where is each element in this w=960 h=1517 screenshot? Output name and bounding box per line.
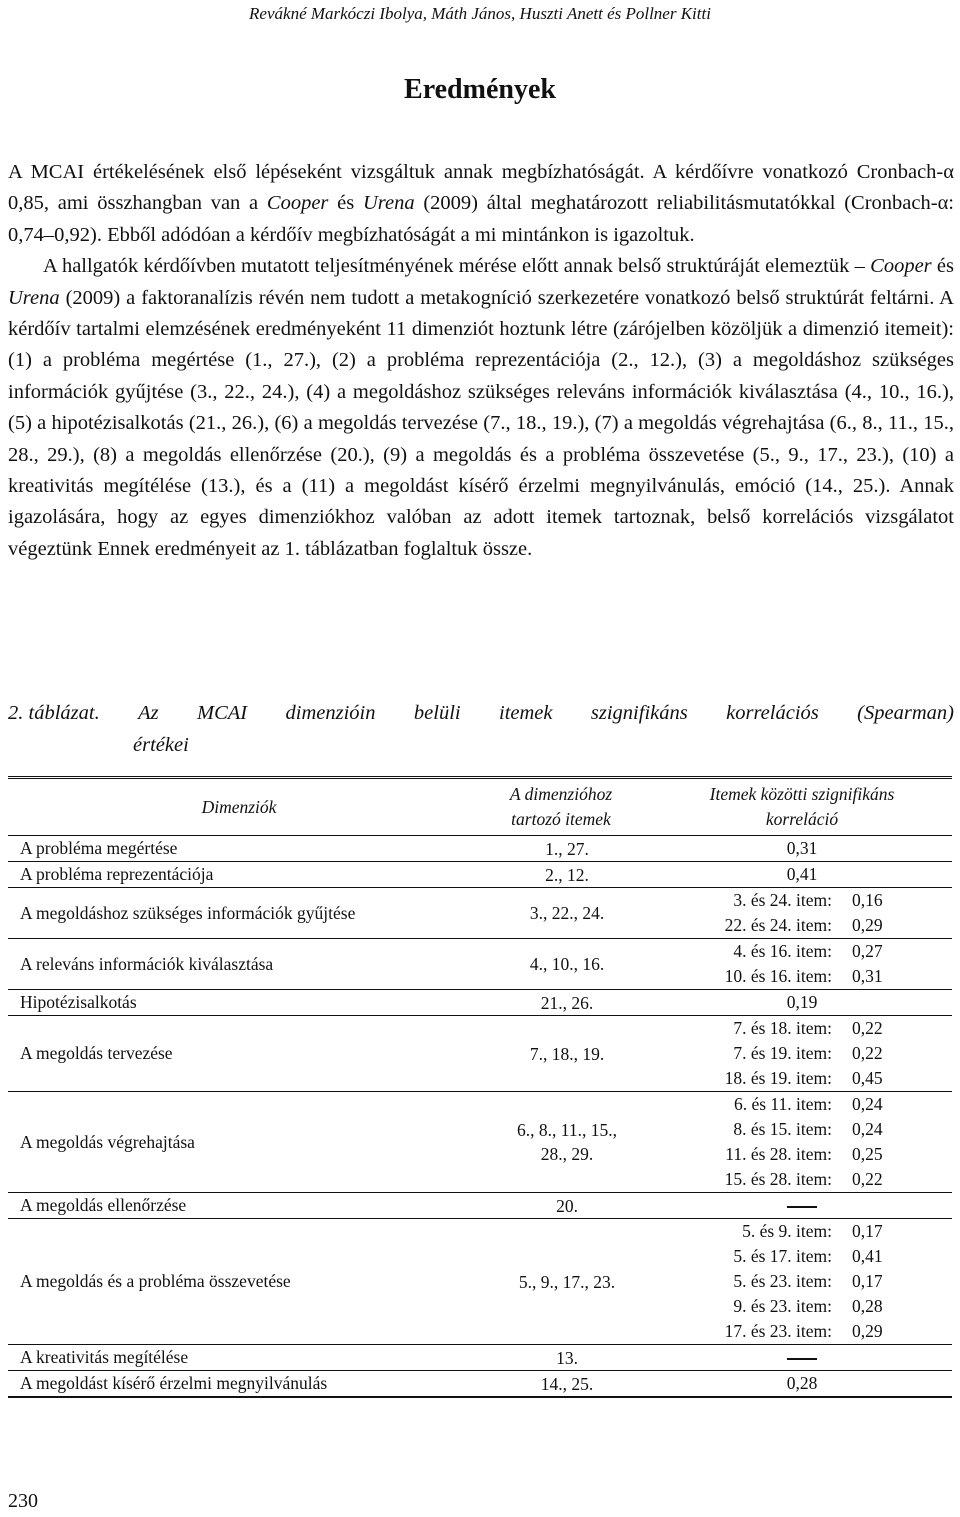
author-urena: Urena bbox=[8, 286, 60, 309]
correlation-value: 0,17 bbox=[852, 1271, 883, 1291]
header-correlation-line-2: korreláció bbox=[765, 809, 839, 829]
no-correlation-dash bbox=[787, 1358, 817, 1360]
items-cell bbox=[470, 990, 652, 1016]
body-text bbox=[8, 157, 954, 565]
items-cell bbox=[470, 862, 652, 888]
correlation-value: 0,24 bbox=[852, 1094, 883, 1114]
dimension-cell: A probléma reprezentációja bbox=[20, 864, 214, 884]
paragraph-1-text-a: A MCAI értékelésének első lépéseként vizsgáltuk annak megbízhatóságát. A kérdőívre vonatkozó Cronbach-α 0,85, ami összhangban van a bbox=[8, 161, 954, 215]
item-pair-label: 7. és 18. item: bbox=[733, 1018, 832, 1038]
items-cell bbox=[470, 1016, 652, 1092]
item-pair-label: 17. és 23. item: bbox=[724, 1321, 832, 1341]
correlation-pair bbox=[652, 1041, 952, 1066]
items-cell bbox=[470, 1219, 652, 1345]
paragraph-1 bbox=[8, 157, 954, 251]
dimension-cell: A megoldást kísérő érzelmi megnyilvánulás bbox=[20, 1373, 328, 1393]
items-cell bbox=[470, 888, 652, 939]
correlation-pair bbox=[652, 913, 952, 938]
correlation-value: 0,27 bbox=[852, 941, 883, 961]
correlation-pair bbox=[652, 1092, 952, 1117]
caption-line-2: értékei bbox=[133, 734, 189, 756]
item-pair-label: 5. és 17. item: bbox=[733, 1246, 832, 1266]
dimension-cell: A kreativitás megítélése bbox=[20, 1347, 189, 1367]
author-cooper: Cooper bbox=[266, 192, 329, 215]
dimension-cell: A megoldáshoz szükséges információk gyűjtése bbox=[20, 902, 356, 923]
item-pair-label: 7. és 19. item: bbox=[733, 1043, 832, 1063]
correlation-value: 0,45 bbox=[852, 1068, 883, 1088]
items-cell bbox=[470, 836, 652, 862]
correlation-value: 0,41 bbox=[852, 1246, 883, 1266]
paragraph-2 bbox=[8, 251, 954, 565]
correlation-value: 0,31 bbox=[786, 838, 818, 858]
correlation-cell bbox=[652, 990, 952, 1016]
correlation-pair bbox=[652, 888, 952, 913]
correlation-pair bbox=[652, 1117, 952, 1142]
running-header: Revákné Markóczi Ibolya, Máth János, Huszti Anett és Pollner Kitti bbox=[249, 4, 711, 23]
paragraph-2-text-a: A hallgatók kérdőívben mutatott teljesítményének mérése előtt annak belső struktúráját elemeztük – bbox=[43, 255, 871, 278]
correlation-table bbox=[8, 776, 952, 1398]
item-pair-label: 5. és 23. item: bbox=[733, 1271, 832, 1291]
item-pair-label: 15. és 28. item: bbox=[724, 1169, 832, 1189]
caption-word: 2. táblázat. bbox=[8, 702, 100, 724]
paragraph-2-text-b: és bbox=[931, 255, 954, 278]
dimension-cell: A releváns információk kiválasztása bbox=[20, 953, 274, 974]
correlation-pair bbox=[652, 1269, 952, 1294]
items-line: 3., 22., 24. bbox=[529, 903, 605, 923]
author-cooper: Cooper bbox=[870, 255, 932, 278]
correlation-value: 0,24 bbox=[852, 1119, 883, 1139]
correlation-cell bbox=[652, 939, 952, 990]
table-header-row bbox=[8, 778, 952, 836]
correlation-value: 0,29 bbox=[852, 915, 883, 935]
correlation-value: 0,28 bbox=[786, 1373, 818, 1393]
correlation-cell bbox=[652, 836, 952, 862]
header-dimensions: Dimenziók bbox=[201, 796, 277, 817]
table-body bbox=[8, 836, 952, 1398]
items-cell bbox=[470, 1193, 652, 1219]
correlation-cell bbox=[652, 1092, 952, 1193]
correlation-value: 0,28 bbox=[852, 1296, 883, 1316]
table-caption bbox=[8, 697, 954, 761]
correlation-cell bbox=[652, 888, 952, 939]
table-row bbox=[8, 1371, 952, 1398]
item-pair-label: 6. és 11. item: bbox=[733, 1094, 832, 1114]
correlation-cell bbox=[652, 1193, 952, 1219]
items-cell bbox=[470, 939, 652, 990]
items-line: 28., 29. bbox=[540, 1144, 594, 1164]
items-line: 20. bbox=[556, 1195, 578, 1216]
caption-word: szignifikáns bbox=[590, 702, 688, 724]
correlation-pair bbox=[652, 939, 952, 964]
items-line: 21., 26. bbox=[540, 992, 594, 1013]
dimension-cell: A megoldás és a probléma összevetése bbox=[20, 1271, 291, 1291]
correlation-value: 0,31 bbox=[852, 966, 883, 986]
correlation-pair bbox=[652, 1016, 952, 1041]
caption-word: belüli bbox=[413, 702, 461, 724]
caption-line-1 bbox=[8, 697, 954, 729]
header-items-line-1: A dimenzióhoz bbox=[509, 784, 613, 804]
correlation-pair bbox=[652, 964, 952, 989]
table-row bbox=[8, 1016, 952, 1092]
table-row bbox=[8, 1345, 952, 1371]
table-row bbox=[8, 836, 952, 862]
item-pair-label: 10. és 16. item: bbox=[724, 966, 832, 986]
dimension-cell: A probléma megértése bbox=[20, 838, 178, 858]
header-correlation-line-1: Itemek közötti szignifikáns bbox=[709, 784, 895, 804]
table-row bbox=[8, 1219, 952, 1345]
correlation-value: 0,19 bbox=[786, 992, 818, 1012]
items-cell bbox=[470, 1371, 652, 1398]
caption-word: (Spearman) bbox=[857, 702, 954, 724]
dimension-cell: Hipotézisalkotás bbox=[20, 992, 137, 1012]
items-line: 2., 12. bbox=[545, 864, 589, 885]
correlation-pair bbox=[652, 1319, 952, 1344]
dimension-cell: A megoldás tervezése bbox=[20, 1043, 173, 1063]
table-row bbox=[8, 1092, 952, 1193]
items-line: 14., 25. bbox=[540, 1373, 594, 1394]
correlation-pair bbox=[652, 1294, 952, 1319]
items-line: 6., 8., 11., 15., bbox=[517, 1120, 617, 1140]
caption-word: dimenzióin bbox=[285, 702, 376, 724]
correlation-value: 0,29 bbox=[852, 1321, 883, 1341]
dimension-cell: A megoldás ellenőrzése bbox=[20, 1195, 187, 1215]
items-cell bbox=[470, 1092, 652, 1193]
item-pair-label: 11. és 28. item: bbox=[725, 1144, 832, 1164]
header-correlation bbox=[652, 778, 952, 836]
items-line: 5., 9., 17., 23. bbox=[518, 1271, 616, 1292]
dimension-cell: A megoldás végrehajtása bbox=[20, 1131, 195, 1152]
correlation-value: 0,41 bbox=[786, 864, 818, 884]
correlation-value: 0,22 bbox=[852, 1018, 883, 1038]
correlation-cell bbox=[652, 1016, 952, 1092]
caption-word: Az bbox=[138, 702, 159, 724]
caption-word: itemek bbox=[499, 702, 553, 724]
correlation-cell bbox=[652, 1345, 952, 1371]
no-correlation-dash bbox=[787, 1206, 817, 1208]
items-line: 7., 18., 19. bbox=[529, 1043, 605, 1064]
correlation-value: 0,25 bbox=[852, 1144, 883, 1164]
correlation-value: 0,22 bbox=[852, 1169, 883, 1189]
caption-word: MCAI bbox=[197, 702, 248, 724]
paragraph-1-text-c: (2009) által meghatározott reliabilitásmutatókkal (Cronbach-α: 0,74–0,92). Ebből adódóan a kérdőív megbízhatóságát a mi mintánkon is igazoltuk. bbox=[8, 192, 955, 246]
correlation-value: 0,22 bbox=[852, 1043, 883, 1063]
item-pair-label: 4. és 16. item: bbox=[733, 941, 832, 961]
page-number: 230 bbox=[8, 1490, 38, 1512]
correlation-pair bbox=[652, 1142, 952, 1167]
correlation-pair bbox=[652, 1219, 952, 1244]
item-pair-label: 8. és 15. item: bbox=[733, 1119, 832, 1139]
items-line: 4., 10., 16. bbox=[529, 954, 605, 974]
table-row bbox=[8, 939, 952, 990]
item-pair-label: 18. és 19. item: bbox=[724, 1068, 832, 1088]
correlation-cell bbox=[652, 1371, 952, 1398]
caption-word: korrelációs bbox=[726, 702, 819, 724]
correlation-value: 0,17 bbox=[852, 1221, 883, 1241]
item-pair-label: 3. és 24. item: bbox=[733, 890, 832, 910]
paragraph-2-text-c: (2009) a faktoranalízis révén nem tudott a metakogníció szerkezetére vonatkozó belső struktúrát feltárni. A kérdőív tartalmi elemzésének eredményeként 11 dimenziót hoztunk létre (zárójelben közöljük a dimenzió itemeit): (1) a probléma megértése (1., 27.), (2) a probléma reprezentációja (2., 12.), (3) a megoldáshoz szükséges információk gyűjtése (3., 22., 24.), (4) a megoldáshoz szükséges releváns információk kiválasztása (4., 10., 16.), (5) a hipotézisalkotás (21., 26.), (6) a megoldás tervezése (7., 18., 19.), (7) a megoldás végrehajtása (6., 8., 11., 15., 28., 29.), (8) a megoldás ellenőrzése (20.), (9) a megoldás és a probléma összevetése (5., 9., 17., 23.), (10) a kreativitás megítélése (13.), és a (11) a megoldást kísérő érzelmi megnyilvánulás, emóció (14., 25.). Annak igazolására, hogy az egyes dimenziókhoz valóban az adott itemek tartoznak, belső korrelációs vizsgálatot végeztünk Ennek eredményeit az 1. táblázatban foglaltuk össze. bbox=[8, 286, 954, 560]
correlation-cell bbox=[652, 862, 952, 888]
header-items bbox=[470, 778, 652, 836]
section-title: Eredmények bbox=[404, 74, 556, 105]
item-pair-label: 22. és 24. item: bbox=[724, 915, 832, 935]
table-row bbox=[8, 888, 952, 939]
author-urena: Urena bbox=[362, 192, 415, 215]
table-row bbox=[8, 862, 952, 888]
correlation-pair bbox=[652, 1066, 952, 1091]
item-pair-label: 9. és 23. item: bbox=[733, 1296, 832, 1316]
items-line: 13. bbox=[556, 1347, 578, 1368]
header-items-line-2: tartozó itemek bbox=[511, 809, 611, 829]
table-row bbox=[8, 1193, 952, 1219]
table-row bbox=[8, 990, 952, 1016]
paragraph-1-text-b: és bbox=[328, 192, 363, 215]
items-line: 1., 27. bbox=[545, 838, 589, 859]
correlation-value: 0,16 bbox=[852, 890, 883, 910]
items-cell bbox=[470, 1345, 652, 1371]
item-pair-label: 5. és 9. item: bbox=[742, 1221, 832, 1241]
correlation-pair bbox=[652, 1244, 952, 1269]
correlation-pair bbox=[652, 1167, 952, 1192]
correlation-cell bbox=[652, 1219, 952, 1345]
